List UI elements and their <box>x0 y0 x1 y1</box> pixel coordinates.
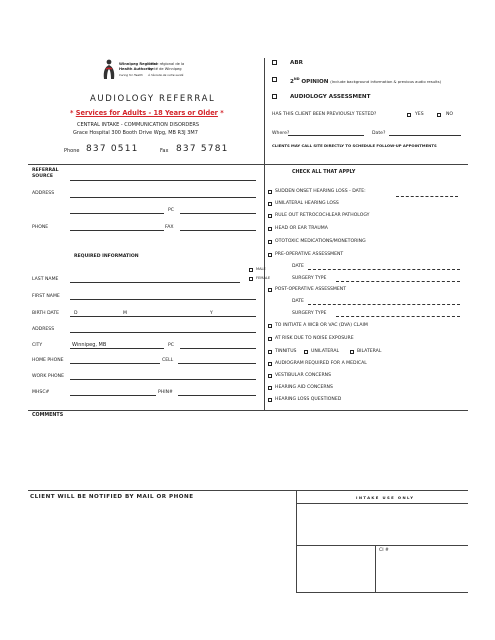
home-phone-field[interactable] <box>70 363 160 364</box>
fax-label: Fax <box>160 148 169 154</box>
assessment-label: AUDIOLOGY ASSESSMENT <box>290 94 371 100</box>
logo-en-line2: Health Authority <box>119 67 153 71</box>
ci-label: CI # <box>379 548 389 553</box>
where-label: Where? <box>272 131 290 136</box>
rule-out-label: RULE OUT RETROCOCHLEAR PATHOLOGY <box>275 213 370 218</box>
loss-questioned-option[interactable] <box>268 398 341 403</box>
post-op-date-field[interactable] <box>308 304 460 305</box>
home-phone-label: HOME PHONE <box>32 358 64 363</box>
tinnitus-bilateral-label: BILATERAL <box>357 349 382 354</box>
rule-out-checkbox[interactable] <box>268 214 272 218</box>
city-value: Winnipeg, MB <box>72 342 107 348</box>
tinnitus-option[interactable] <box>268 350 296 355</box>
referral-address-label: ADDRESS <box>32 191 55 196</box>
referral-address-field-2[interactable] <box>70 213 164 214</box>
intake-rule-2 <box>296 545 468 546</box>
loss-questioned-label: HEARING LOSS QUESTIONED <box>275 397 342 402</box>
client-pc-label: PC <box>168 343 174 348</box>
comments-label: COMMENTS <box>32 413 64 418</box>
referral-phone-field[interactable] <box>70 230 164 231</box>
referral-source-line2: SOURCE <box>32 174 53 179</box>
hearing-aid-label: HEARING AID CONCERNS <box>275 385 333 390</box>
female-checkbox[interactable] <box>249 277 253 281</box>
vestibular-checkbox[interactable] <box>268 374 272 378</box>
first-name-label: FIRST NAME <box>32 294 60 299</box>
logo-en-line1: Winnipeg Regional <box>119 62 158 66</box>
referral-source-line1: REFERRAL <box>32 168 59 173</box>
work-phone-field[interactable] <box>70 379 256 380</box>
sudden-onset-date-field[interactable] <box>396 196 458 197</box>
ototoxic-option[interactable] <box>268 240 366 245</box>
female-label: FEMALE <box>256 276 271 280</box>
logo-fr-tagline: À l'écoute de notre santé <box>148 73 184 77</box>
head-ear-checkbox[interactable] <box>268 227 272 231</box>
at-risk-option[interactable] <box>268 337 354 342</box>
tested-no-checkbox[interactable] <box>437 113 441 117</box>
main-bottom-rule <box>28 410 468 411</box>
main-center-divider <box>264 164 265 410</box>
abr-label: ABR <box>290 60 303 66</box>
client-address-label: ADDRESS <box>32 327 55 332</box>
intake-rule-1 <box>296 503 468 504</box>
birth-day-label: D <box>74 311 78 316</box>
vestibular-label: VESTIBULAR CONCERNS <box>275 373 332 378</box>
pre-op-option[interactable] <box>268 253 343 258</box>
phin-field[interactable] <box>178 395 256 396</box>
cell-label: CELL <box>162 358 174 363</box>
logo-fr-line1: Office régional de la <box>148 62 185 66</box>
pre-op-checkbox[interactable] <box>268 253 272 257</box>
intake-box <box>296 491 468 593</box>
tinnitus-unilateral-checkbox[interactable] <box>304 350 308 354</box>
referral-source-field[interactable] <box>70 180 256 181</box>
last-name-label: LAST NAME <box>32 277 59 282</box>
male-label: MALE <box>256 267 266 271</box>
check-all-title: CHECK ALL THAT APPLY <box>292 170 356 175</box>
pre-op-surgery-field[interactable] <box>336 281 460 282</box>
city-field[interactable] <box>70 348 164 349</box>
referral-phone-label: PHONE <box>32 225 49 230</box>
tested-no-label: NO <box>446 112 454 117</box>
central-intake: CENTRAL INTAKE - COMMUNICATION DISORDERS <box>77 122 200 128</box>
referral-pc-label: PC <box>168 208 174 213</box>
ototoxic-checkbox[interactable] <box>268 240 272 244</box>
mhsc-label: MHSC# <box>32 390 50 395</box>
wcb-checkbox[interactable] <box>268 324 272 328</box>
cell-field[interactable] <box>178 363 256 364</box>
assessment-checkbox[interactable] <box>272 94 277 99</box>
head-ear-label: HEAD OR EAR TRAUMA <box>275 226 328 231</box>
abr-checkbox[interactable] <box>272 60 277 65</box>
ototoxic-label: OTOTOXIC MEDICATIONS/MONETORING <box>275 239 366 244</box>
call-note: CLIENTS MAY CALL SITE DIRECTLY TO SCHEDULE FOLLOW-UP APPOINTMENTS <box>272 143 437 148</box>
tested-date-label: Date? <box>372 131 386 136</box>
wcb-label: TO INITIATE A WCB OR VAC (DVA) CLAIM <box>275 323 368 328</box>
first-name-field[interactable] <box>70 299 256 300</box>
tinnitus-bilateral-checkbox[interactable] <box>350 350 354 354</box>
notified-label: CLIENT WILL BE NOTIFIED BY MAIL OR PHONE <box>30 494 194 500</box>
previously-tested-label: HAS THIS CLIENT BEEN PREVIOUSLY TESTED? <box>272 112 377 117</box>
sudden-onset-label: SUDDEN ONSET HEARING LOSS - DATE: <box>275 189 366 194</box>
comments-area[interactable] <box>28 422 468 488</box>
post-op-checkbox[interactable] <box>268 288 272 292</box>
where-field[interactable] <box>288 135 364 136</box>
post-op-label: POST-OPERATIVE ASSESSMENT <box>275 287 347 292</box>
unilateral-loss-label: UNILATERAL HEARING LOSS <box>275 201 339 206</box>
client-pc-field[interactable] <box>180 348 256 349</box>
city-label: CITY <box>32 343 43 348</box>
referral-fax-label: FAX <box>165 225 174 230</box>
post-op-option[interactable] <box>268 288 346 293</box>
phone-label: Phone <box>64 148 80 154</box>
pre-op-date-field[interactable] <box>308 269 460 270</box>
birth-month-label: M <box>123 311 127 316</box>
audiogram-option[interactable] <box>268 362 367 367</box>
referral-fax-field[interactable] <box>180 230 256 231</box>
services-text: Services for Adults - 18 Years or Older <box>75 109 218 117</box>
hearing-aid-option[interactable] <box>268 386 333 391</box>
client-address-field[interactable] <box>70 332 256 333</box>
at-risk-label: AT RISK DUE TO NOISE EXPOSURE <box>275 336 354 341</box>
post-op-surgery-field[interactable] <box>336 316 460 317</box>
work-phone-label: WORK PHONE <box>32 374 65 379</box>
intake-phone: 837 0511 <box>86 144 139 154</box>
tested-yes-checkbox[interactable] <box>407 113 411 117</box>
unilateral-loss-checkbox[interactable] <box>268 202 272 206</box>
last-name-field[interactable] <box>70 282 240 283</box>
pre-op-date-label: DATE <box>292 264 304 269</box>
tinnitus-unilateral-label: UNILATERAL <box>311 349 340 354</box>
wrha-logo-icon <box>102 59 116 81</box>
post-op-date-label: DATE <box>292 299 304 304</box>
wcb-option[interactable] <box>268 324 368 329</box>
tinnitus-unilateral-option[interactable] <box>304 350 339 355</box>
pre-op-surgery-label: SURGERY TYPE <box>292 276 327 281</box>
audiogram-label: AUDIOGRAM REQUIRED FOR A MEDICAL <box>275 361 367 366</box>
loss-questioned-checkbox[interactable] <box>268 398 272 402</box>
tinnitus-label: TINNITUS <box>275 349 297 354</box>
rule-out-option[interactable] <box>268 214 369 219</box>
second-opinion-label: 2ND OPINION (Include background information & previous audio results) <box>290 77 442 85</box>
tested-yes-label: YES <box>415 112 424 117</box>
at-risk-checkbox[interactable] <box>268 337 272 341</box>
tinnitus-bilateral-option[interactable] <box>350 350 381 355</box>
male-checkbox[interactable] <box>249 268 253 272</box>
intake-use-label: INTAKE USE ONLY <box>356 495 415 500</box>
mhsc-field[interactable] <box>70 395 156 396</box>
birth-date-field[interactable] <box>70 316 256 317</box>
main-top-rule <box>28 164 468 165</box>
required-info-label: REQUIRED INFORMATION <box>74 254 139 259</box>
top-divider <box>264 58 265 164</box>
pre-op-label: PRE-OPERATIVE ASSESSMENT <box>275 252 344 257</box>
sudden-onset-option[interactable] <box>268 190 366 195</box>
audiogram-checkbox[interactable] <box>268 362 272 366</box>
intake-split <box>375 545 376 593</box>
sudden-onset-checkbox[interactable] <box>268 190 272 194</box>
birth-date-label: BIRTH DATE <box>32 311 60 316</box>
services-subtitle: * Services for Adults - 18 Years or Older * <box>70 109 224 117</box>
tested-date-field[interactable] <box>389 135 461 136</box>
intake-address: Grace Hospital 300 Booth Drive Wpg, MB R3J 3M7 <box>73 130 198 136</box>
hearing-aid-checkbox[interactable] <box>268 386 272 390</box>
birth-year-label: Y <box>210 311 213 316</box>
referral-pc-field[interactable] <box>180 213 256 214</box>
vestibular-option[interactable] <box>268 374 331 379</box>
tinnitus-checkbox[interactable] <box>268 350 272 354</box>
logo-fr-line2: santé de Winnipeg <box>148 67 182 71</box>
second-opinion-checkbox[interactable] <box>272 77 277 82</box>
post-op-surgery-label: SURGERY TYPE <box>292 311 327 316</box>
unilateral-loss-option[interactable] <box>268 202 339 207</box>
phin-label: PHIN# <box>158 390 173 395</box>
head-ear-option[interactable] <box>268 227 328 232</box>
intake-fax: 837 5781 <box>176 144 229 154</box>
form-title: AUDIOLOGY REFERRAL <box>90 94 216 104</box>
referral-address-field[interactable] <box>70 197 256 198</box>
logo-en-tagline: Caring for Health <box>119 73 143 77</box>
